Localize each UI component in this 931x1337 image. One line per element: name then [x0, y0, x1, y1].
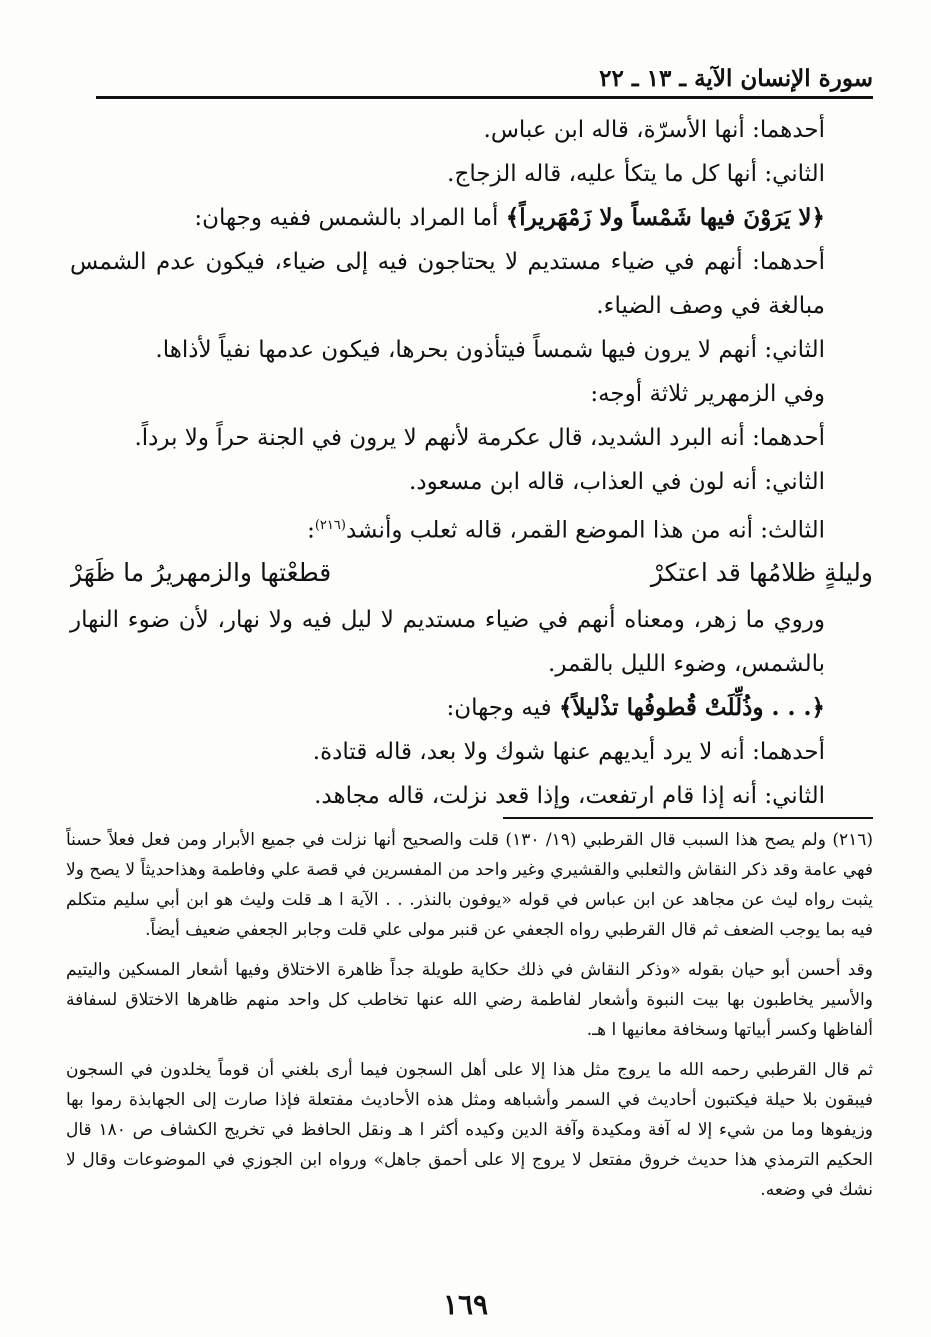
- text-line: الثاني: أنها كل ما يتكأ عليه، قاله الزجاج.: [447, 161, 825, 187]
- text-line: الثاني: أنه إذا قام ارتفعت، وإذا قعد نزلت، قاله مجاهد.: [314, 783, 825, 809]
- text-line: أحدهما: أنه البرد الشديد، قال عكرمة لأنهم لا يرون في الجنة حراً ولا برداً.: [134, 425, 825, 451]
- text-paragraph: أحدهما: أنهم في ضياء مستديم لا يحتاجون فيه إلى ضياء، فيكون عدم الشمس مبالغة في وصف الضياء.: [70, 249, 825, 319]
- footnote: ثم قال القرطبي رحمه الله ما يروج مثل هذا إلا على أهل السجون فيما أرى بلغني أن قوماً يخلدون في السجون فيبقون بلا حيلة فيكتبون أحاديث في السمر وأشباهه ومثل هذه الأحاديث مفتعلة فإذا صارت إلى الجهابذة رموا بها وزيفوها وما من شيء إلا له آفة ومكيدة وآفة الدين وكيده أكثر ا هـ ونقل الحافظ في تخريج الكشاف ص ١٨٠ قال الحكيم الترمذي هذا حديث خروق مفتعل لا يروج إلا على أحمق جاهل» ورواه ابن الجوزي في الموضوعات وقال لا نشك في وضعه.: [66, 1060, 874, 1200]
- text-line: [70, 504, 873, 548]
- verse-line: [70, 196, 873, 240]
- third-opinion: الثالث: أنه من هذا الموضع القمر، قاله ثعلب وأنشد: [345, 517, 825, 544]
- footnote-ref: (٢١٦): [314, 518, 346, 533]
- verse-commentary: فيه وجهان:: [446, 695, 559, 721]
- poem-hemistich-left: قطعْتها والزمهريرُ ما ظَهَرْ: [70, 558, 332, 587]
- text-paragraph: وروي ما زهر، ومعناه أنهم في ضياء مستديم لا ليل فيه ولا نهار، لأن ضوء النهار بالشمس، وضوء الليل بالقمر.: [70, 607, 825, 677]
- footnote-separator: [503, 817, 873, 819]
- quran-verse: ﴿لا يَرَوْنَ فيها شَمْساً ولا زَمْهَريراً﴾: [505, 204, 825, 231]
- page-number: ١٦٩: [442, 1288, 489, 1321]
- quran-verse: ﴿. . . وذُلِّلَتْ قُطوفُها تذْليلاً﴾: [558, 694, 825, 721]
- text-line: الثاني: أنهم لا يرون فيها شمساً فيتأذون بحرها، فيكون عدمها نفياً لأذاها.: [155, 337, 825, 363]
- text-line: الثاني: أنه لون في العذاب، قاله ابن مسعود.: [409, 469, 825, 495]
- main-text: [70, 108, 873, 818]
- text-line: أحدهما: أنه لا يرد أيديهم عنها شوك ولا بعد، قاله قتادة.: [312, 739, 825, 765]
- footnote: وقد أحسن أبو حيان بقوله «وذكر النقاش في ذلك حكاية طويلة جداً ظاهرة الاختلاق وفيها أشعار المسكين واليتيم والأسير يخاطبون بها بيت النبوة وأشعار لفاطمة رضي الله عنها تخاطب كل واحد منهم ظاهرها الاختلاق لسفافة ألفاظها وكسر أبياتها وسخافة معانيها ا هـ.: [66, 960, 873, 1040]
- poem-verse: [70, 548, 873, 598]
- text-line: أحدهما: أنها الأسرّة، قاله ابن عباس.: [483, 117, 825, 143]
- text-line: وفي الزمهرير ثلاثة أوجه:: [590, 381, 825, 407]
- verse-commentary: أما المراد بالشمس ففيه وجهان:: [194, 205, 506, 231]
- poem-hemistich-right: وليلةٍ ظلامُها قد اعتكرْ: [650, 558, 873, 587]
- running-header: [96, 52, 873, 99]
- header-title: سورة الإنسان الآية ـ ١٣ ـ ٢٢: [599, 65, 873, 92]
- footnotes: [66, 825, 873, 1215]
- verse-line: [70, 686, 873, 730]
- footnote: (٢١٦) ولم يصح هذا السبب قال القرطبي (١٩/ ١٣٠) قلت والصحيح أنها نزلت في جميع الأبرار ومن فعل فعلاً حسناً فهي عامة وقد ذكر النقاش والثعلبي والقشيري وغير واحد من المفسرين في قصة علي وفاطمة وهذاحديثاً لا يصح ولا يثبت رواه ليث عن مجاهد عن ابن عباس في قوله «يوفون بالنذر. . . الآية ا هـ قلت وليث هو ابن أبي سليم متكلم فيه بما يوجب الضعف ثم قال القرطبي رواه الجعفي عن قنبر مولى علي قلت وجابر الجعفي ضعيف أيضاً.: [66, 830, 874, 940]
- colon: :: [307, 517, 315, 544]
